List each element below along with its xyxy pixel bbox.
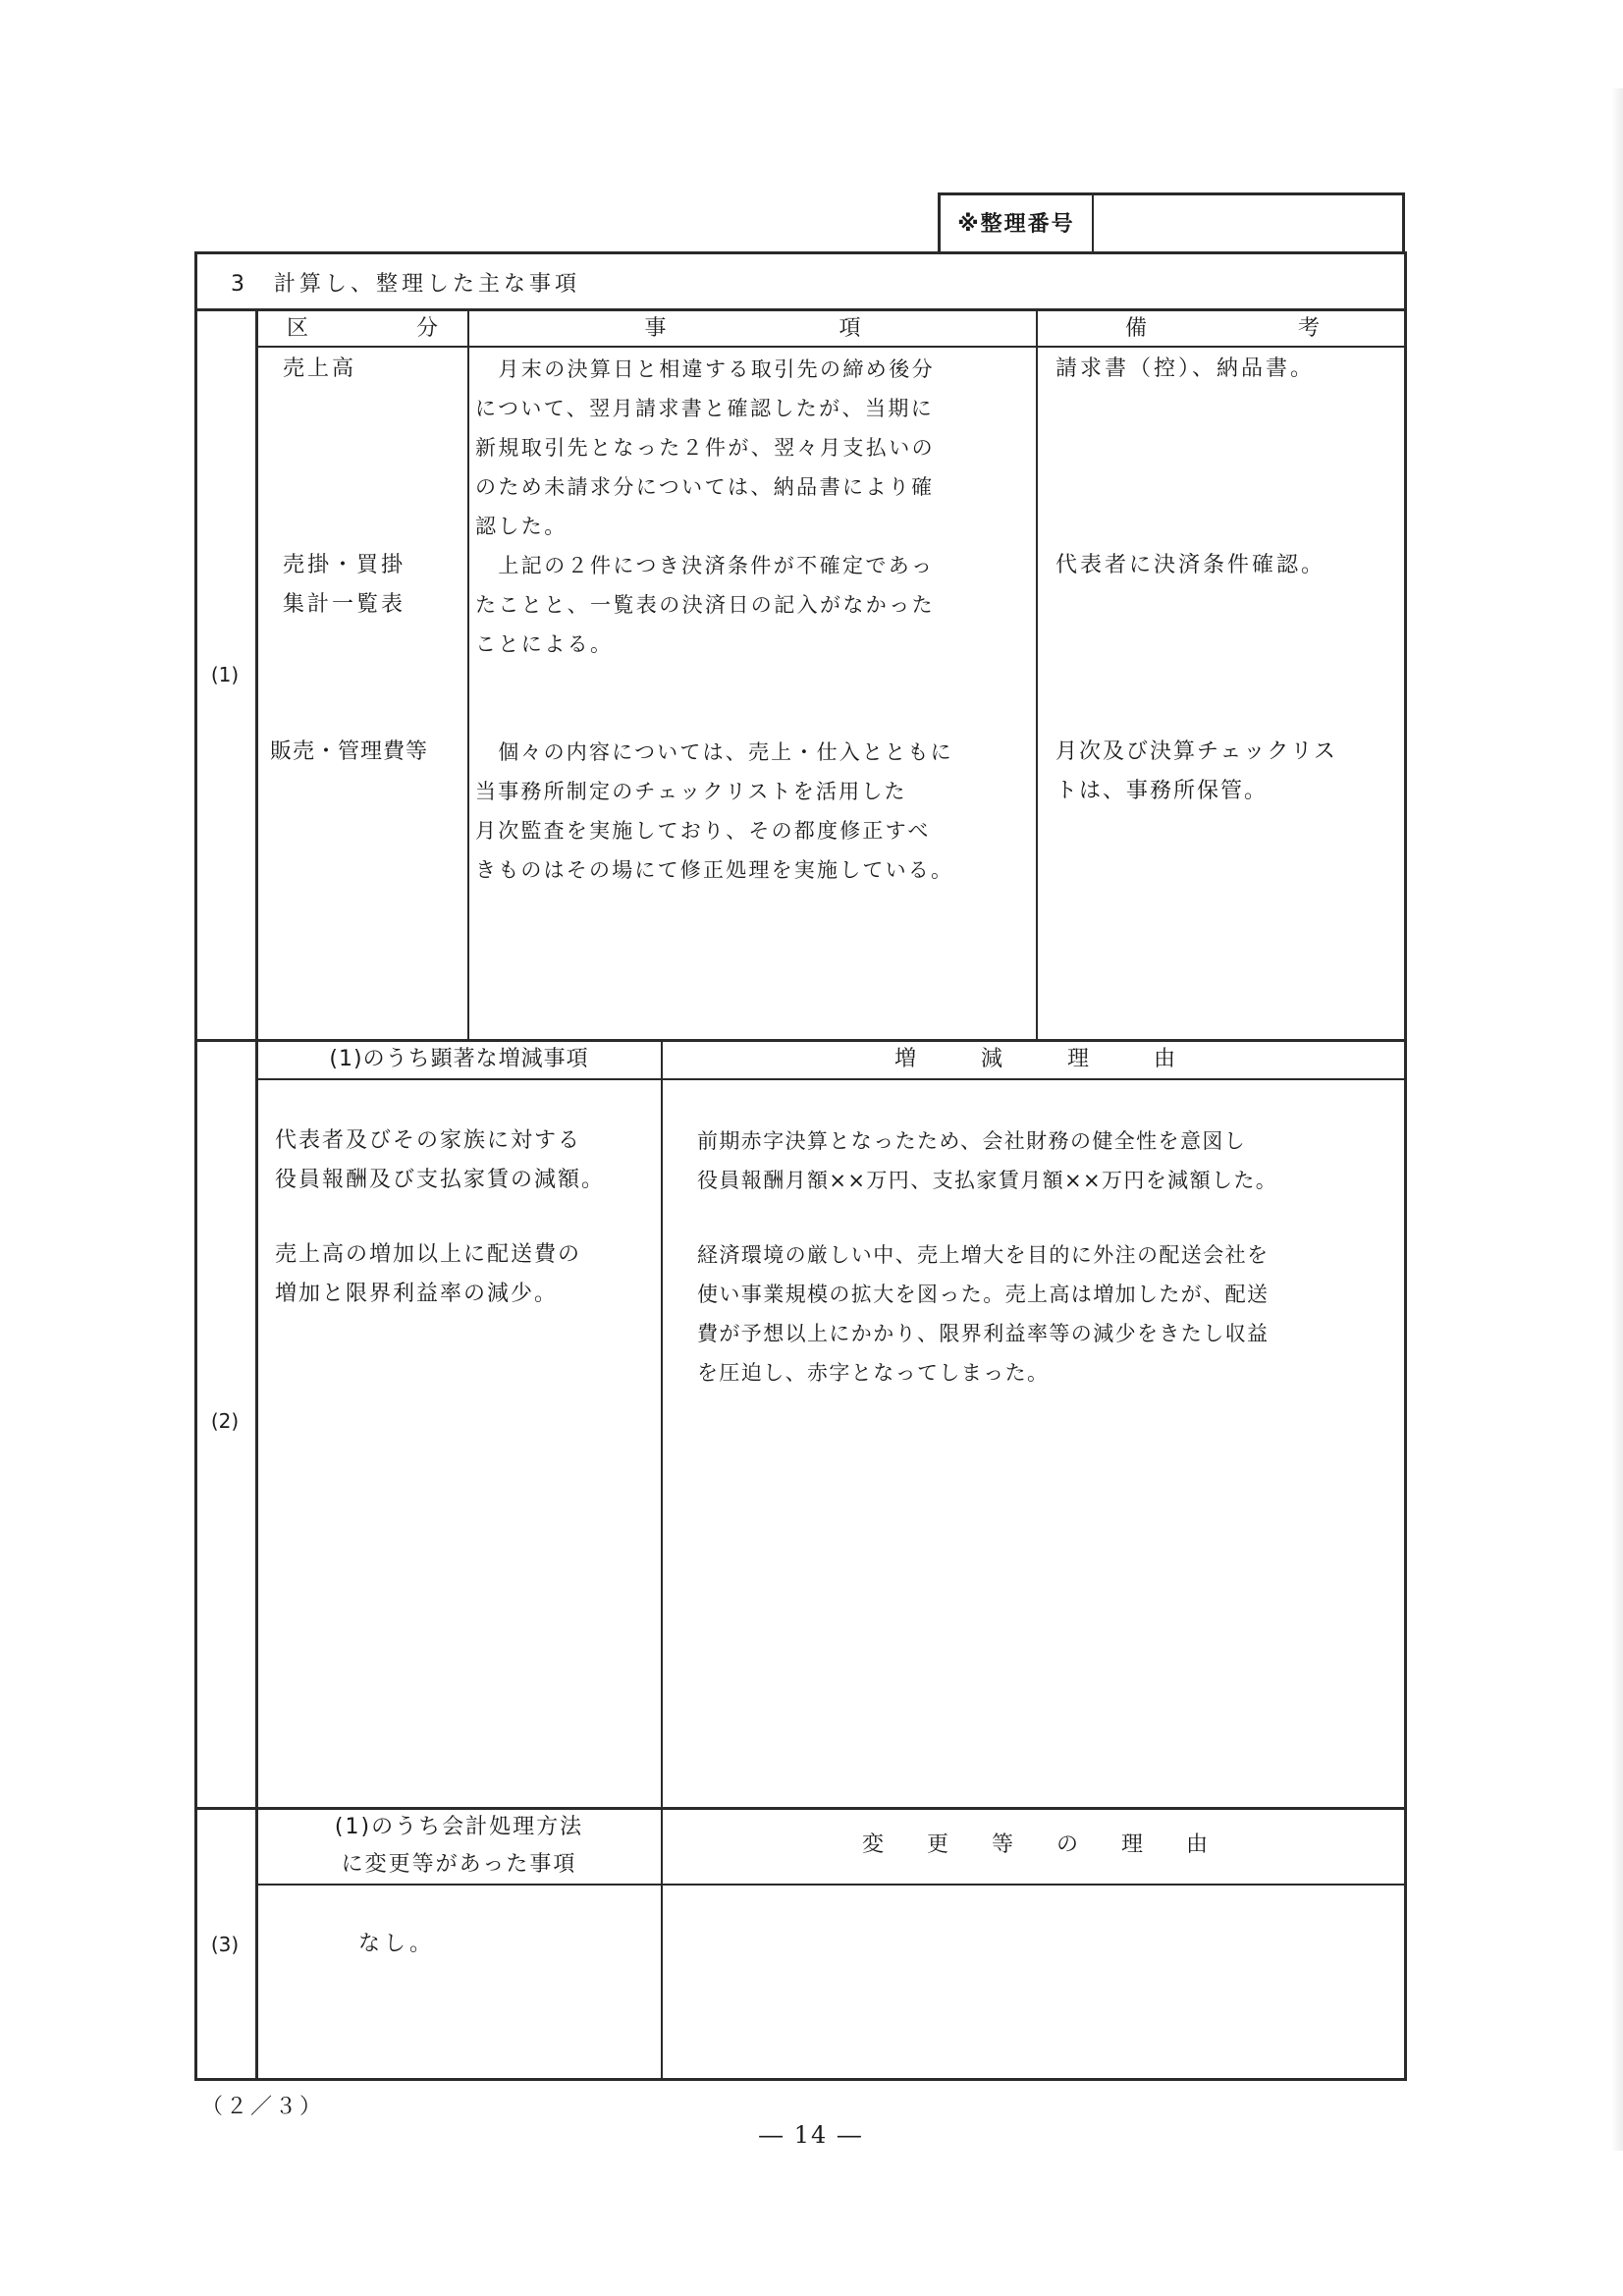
part1-row-matter: 月末の決算日と相違する取引先の締め後分 について、翌月請求書と確認したが、当期に 新規取引先となった２件が、翌々月支払いの のため未請求分については、納品書により確 認した。 (475, 357, 935, 538)
part1-row-category: 販売・管理費等 (270, 739, 429, 764)
part1-header-matter: 事 項 (644, 316, 861, 341)
part2-header-divider (255, 1078, 1407, 1080)
part3-item: なし。 (358, 1932, 436, 1956)
part2-header-item: (1)のうち顕著な増減事項 (329, 1047, 589, 1071)
part1-row-matter: 個々の内容については、売上・仕入とともに 当事務所制定のチェックリストを活用した 月次監査を実施しており、その都度修正すべ きものはその場にて修正処理を実施している。 (475, 740, 954, 882)
part2-row-item: 売上高の増加以上に配送費の 増加と限界利益率の減少。 (275, 1242, 582, 1306)
part1-category-divider (467, 308, 469, 1039)
part1-row-remarks: 請求書（控）、納品書。 (1055, 356, 1316, 381)
reference-number-label: ※整理番号 (941, 195, 1094, 253)
part1-header-divider (255, 346, 1407, 348)
part23-item-divider (661, 1039, 663, 2081)
part1-row-category: 売掛・買掛 集計一覧表 (283, 553, 406, 617)
page-number: ― 14 ― (759, 2121, 863, 2149)
part1-row-category: 売上高 (283, 356, 357, 381)
part2-header-reason: 増 減 理 由 (893, 1047, 1175, 1071)
part1-label: (1) (210, 663, 240, 686)
part1-row-remarks: 代表者に決済条件確認。 (1055, 553, 1326, 577)
part1-row-matter: 上記の２件につき決済条件が不確定であっ たことと、一覧表の決済日の記入がなかった ことによる。 (475, 554, 935, 656)
part2-row-reason: 前期赤字決算となったため、会社財務の健全性を意図し 役員報酬月額××万円、支払家賃月額××万円を減額した。 (697, 1129, 1278, 1192)
part1-header-remarks: 備 考 (1124, 316, 1320, 341)
part2-row-reason: 経済環境の厳しい中、売上増大を目的に外注の配送会社を 使い事業規模の拡大を図った。売上高は増加したが、配送 費が予想以上にかかり、限界利益率等の減少をきたし収益 を圧迫し、赤字となってしまった。 (697, 1243, 1270, 1385)
part1-bottom-divider (194, 1039, 1407, 1042)
part1-matter-divider (1036, 308, 1038, 1039)
part2-label: (2) (210, 1409, 240, 1433)
page-edge-shadow (1611, 88, 1623, 2151)
part3-header-divider (255, 1884, 1407, 1886)
page-count: （２／３） (201, 2095, 325, 2119)
reference-number-box (938, 192, 1405, 253)
part3-header-reason: 変 更 等 の 理 由 (861, 1832, 1208, 1857)
section-title-divider (194, 308, 1407, 311)
section-title: 3 計算し、整理した主な事項 (231, 272, 580, 297)
part1-row-remarks: 月次及び決算チェックリス トは、事務所保管。 (1055, 739, 1337, 803)
part3-label: (3) (210, 1933, 240, 1956)
part1-header-category: 区 分 (286, 316, 438, 341)
part2-row-item: 代表者及びその家族に対する 役員報酬及び支払家賃の減額。 (275, 1128, 606, 1192)
part3-header-item: (1)のうち会計処理方法 に変更等があった事項 (334, 1815, 584, 1877)
reference-number-value[interactable] (1094, 195, 1402, 253)
